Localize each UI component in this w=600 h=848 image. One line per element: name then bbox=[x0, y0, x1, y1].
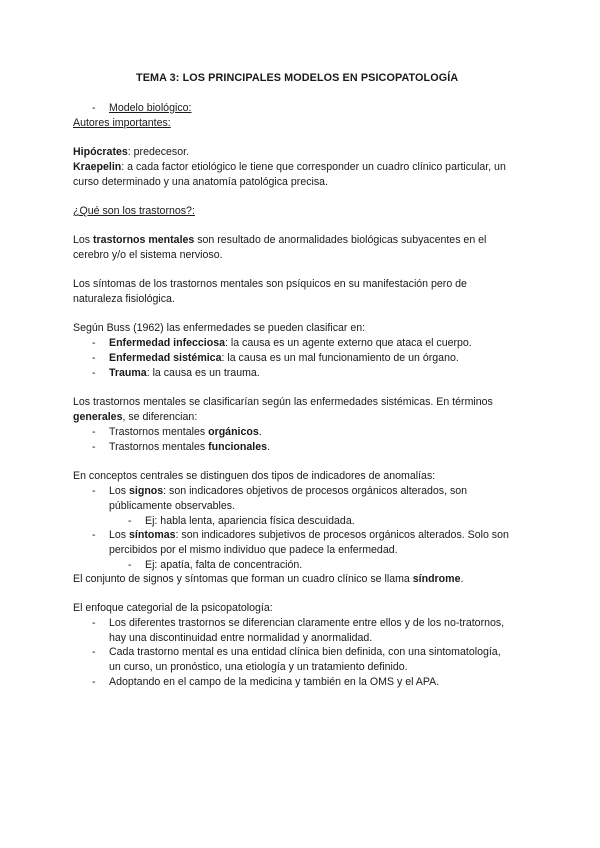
paragraph-line: El enfoque categorial de la psicopatología: bbox=[73, 602, 273, 614]
list-item bbox=[109, 425, 262, 440]
text-run: El conjunto de signos y síntomas que forman un cuadro clínico se llama bbox=[73, 573, 413, 585]
text-run: . bbox=[460, 573, 464, 585]
paragraph-hipocrates bbox=[73, 145, 189, 160]
section-heading: ¿Qué son los trastornos?: bbox=[73, 205, 195, 217]
author-name: Hipócrates bbox=[73, 146, 128, 158]
bold-term: Enfermedad infecciosa bbox=[109, 337, 225, 349]
list-item-continuation: percibidos por el mismo individuo que padece la enfermedad. bbox=[109, 544, 398, 556]
page-title: TEMA 3: LOS PRINCIPALES MODELOS EN PSICOPATOLOGÍA bbox=[136, 72, 459, 84]
list-dash: - bbox=[92, 352, 96, 364]
list-dash: - bbox=[92, 441, 96, 453]
paragraph-line: Según Buss (1962) las enfermedades se pueden clasificar en: bbox=[73, 322, 366, 334]
list-dash: - bbox=[92, 485, 96, 497]
list-item: Cada trastorno mental es una entidad clínica bien definida, con una sintomatología, bbox=[109, 646, 501, 658]
text-run: , se diferencian: bbox=[122, 411, 198, 423]
list-dash: - bbox=[92, 676, 96, 688]
list-item bbox=[109, 366, 260, 381]
subheading-autores: Autores importantes: bbox=[73, 117, 171, 129]
list-item bbox=[109, 351, 459, 366]
list-dash: - bbox=[92, 337, 96, 349]
author-text: : predecesor. bbox=[127, 146, 190, 158]
bold-term: funcionales bbox=[208, 441, 267, 453]
paragraph-line bbox=[73, 410, 197, 425]
text-run: . bbox=[266, 441, 270, 453]
list-dash: - bbox=[92, 102, 96, 114]
text-run: Los bbox=[109, 485, 130, 497]
list-dash: - bbox=[128, 515, 132, 527]
list-item-continuation: hay una discontinuidad entre normalidad y anormalidad. bbox=[109, 632, 373, 644]
text-run: . bbox=[258, 426, 262, 438]
text-run: : son indicadores subjetivos de procesos orgánicos alterados. Solo son bbox=[175, 529, 509, 541]
paragraph-line: En conceptos centrales se distinguen dos tipos de indicadores de anomalías: bbox=[73, 470, 436, 482]
list-dash: - bbox=[92, 426, 96, 438]
author-name: Kraepelin bbox=[73, 161, 122, 173]
bold-term: orgánicos bbox=[208, 426, 259, 438]
bold-term: Trauma bbox=[109, 367, 147, 379]
list-item-modelo-biologico: Modelo biológico: bbox=[109, 102, 192, 114]
list-dash: - bbox=[92, 617, 96, 629]
list-dash: - bbox=[92, 646, 96, 658]
bold-term: Enfermedad sistémica bbox=[109, 352, 222, 364]
paragraph-line bbox=[73, 572, 463, 587]
bold-term: trastornos mentales bbox=[93, 234, 195, 246]
paragraph-kraepelin bbox=[73, 160, 506, 175]
list-dash: - bbox=[92, 529, 96, 541]
list-item bbox=[109, 336, 472, 351]
bold-term: generales bbox=[73, 411, 123, 423]
bold-term: síndrome bbox=[412, 573, 461, 585]
paragraph-line bbox=[73, 233, 486, 248]
paragraph-line: cerebro y/o el sistema nervioso. bbox=[73, 249, 223, 261]
text-run: : la causa es un mal funcionamiento de un órgano. bbox=[221, 352, 459, 364]
paragraph-line: Los trastornos mentales se clasificarían según las enfermedades sistémicas. En términos bbox=[73, 396, 493, 408]
text-run: : son indicadores objetivos de procesos orgánicos alterados, son bbox=[163, 485, 468, 497]
list-item bbox=[109, 440, 270, 455]
paragraph-line: naturaleza fisiológica. bbox=[73, 293, 175, 305]
bold-term: signos bbox=[129, 485, 164, 497]
author-text: : a cada factor etiológico le tiene que corresponder un cuadro clínico particular, un bbox=[121, 161, 506, 173]
text-run: : la causa es un agente externo que ataca el cuerpo. bbox=[224, 337, 472, 349]
list-item-continuation: un curso, un pronóstico, una etiología y un tratamiento definido. bbox=[109, 661, 408, 673]
list-item-signos bbox=[109, 484, 467, 499]
list-item: Los diferentes trastornos se diferencian claramente entre ellos y de los no-tratornos, bbox=[109, 617, 505, 629]
text-run: Trastornos mentales bbox=[109, 426, 209, 438]
text-run: Los bbox=[73, 234, 94, 246]
text-run: Trastornos mentales bbox=[109, 441, 209, 453]
list-dash: - bbox=[128, 559, 132, 571]
list-item-continuation: públicamente observables. bbox=[109, 500, 236, 512]
text-run: son resultado de anormalidades biológicas subyacentes en el bbox=[194, 234, 487, 246]
paragraph-line: curso determinado y una anatomía patológica precisa. bbox=[73, 176, 328, 188]
text-run: : la causa es un trauma. bbox=[146, 367, 260, 379]
list-item: Adoptando en el campo de la medicina y también en la OMS y el APA. bbox=[109, 676, 440, 688]
list-dash: - bbox=[92, 367, 96, 379]
bold-term: síntomas bbox=[129, 529, 176, 541]
list-item-sintomas bbox=[109, 528, 509, 543]
text-run: Los bbox=[109, 529, 130, 541]
paragraph-line: Los síntomas de los trastornos mentales son psíquicos en su manifestación pero de bbox=[73, 278, 467, 290]
example-item: Ej: habla lenta, apariencia física descuidada. bbox=[145, 515, 355, 527]
example-item: Ej: apatía, falta de concentración. bbox=[145, 559, 303, 571]
